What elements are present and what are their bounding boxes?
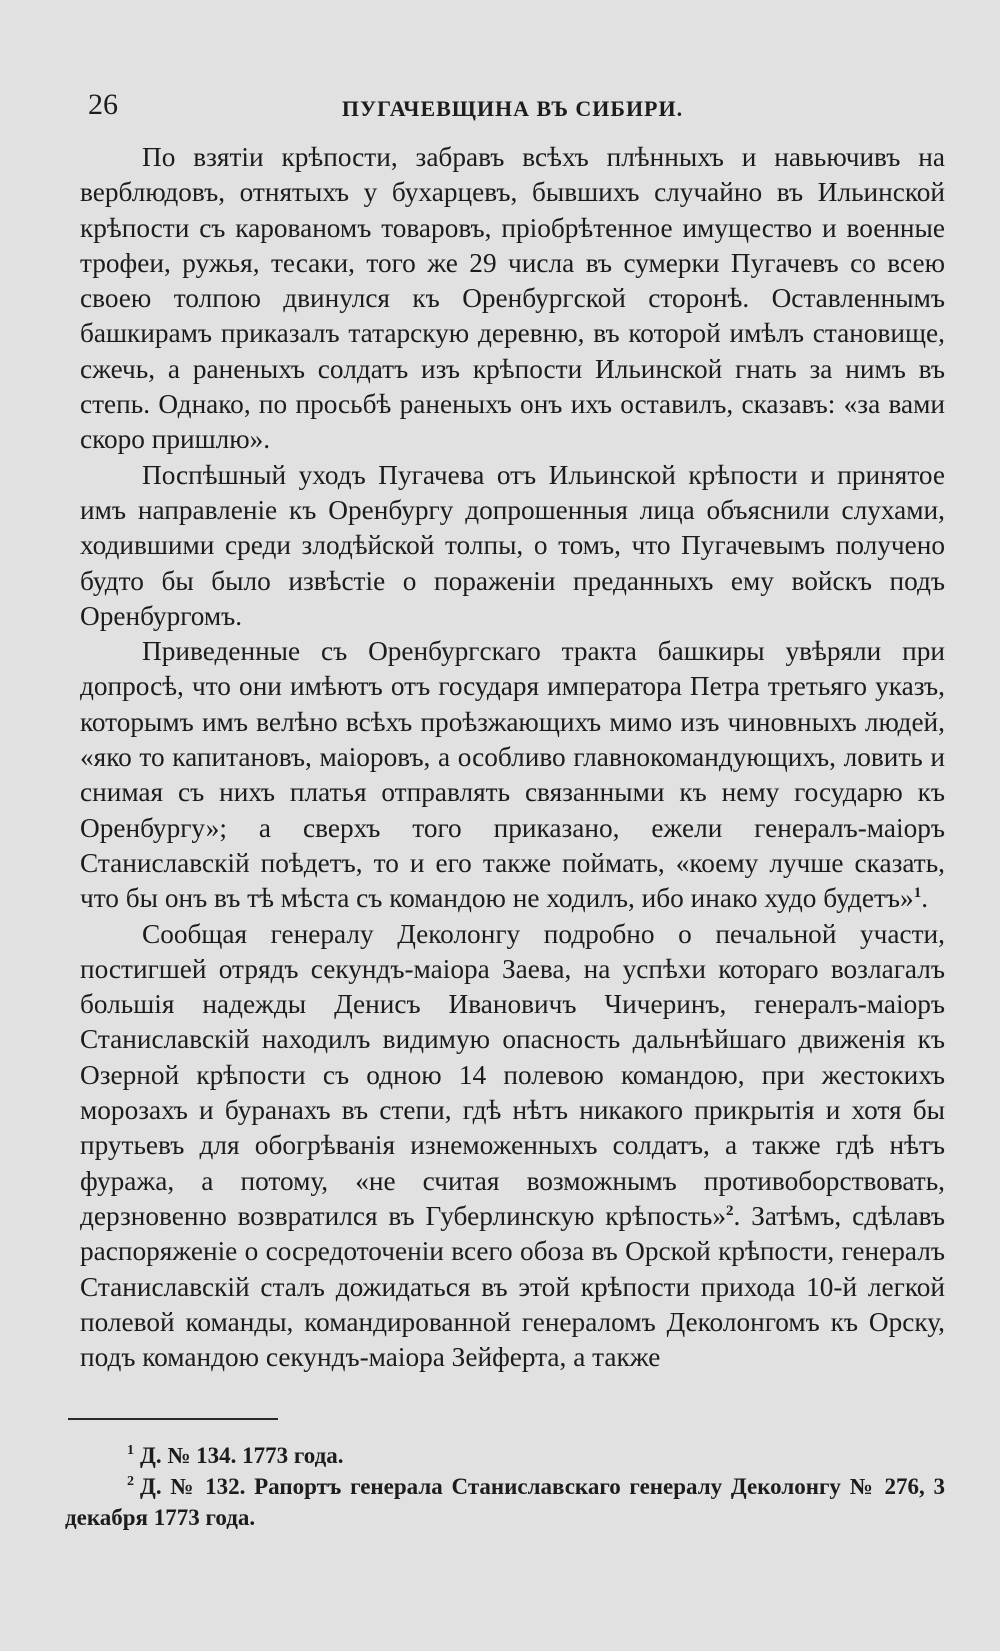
- page-header: [80, 88, 945, 128]
- paragraph-text: Сообщая генералу Деколонгу подробно о печальной участи, постигшей отрядъ секундъ-маіора Заева, на успѣхи котораго возлагалъ большія надежды Денисъ Ивановичъ Чичеринъ, генералъ-маіоръ Станиславскій находилъ видимую опасность дальнѣйшаго движенія къ Озерной крѣпости съ одною 14 полевою командою, при жестокихъ морозахъ и буранахъ въ степи, гдѣ нѣтъ никакого прикрытія и хотя бы прутьевъ для обогрѣванія изнеможенныхъ солдатъ, а также гдѣ нѣтъ фуража, а потому, «не считая возможнымъ противоборствовать, дерзновенно возвратился въ Губерлинскую крѣпость»: [80, 918, 945, 1231]
- footnote: [65, 1440, 945, 1471]
- paragraph-text: Поспѣшный уходъ Пугачева отъ Ильинской крѣпости и принятое имъ направленіе къ Оренбургу допрошенныя лица объяснили слухами, ходившими среди злодѣйской толпы, о томъ, что Пугачевымъ получено будто бы было извѣстіе о пораженіи преданныхъ ему войскъ подъ Оренбургомъ.: [80, 459, 945, 631]
- running-title: ПУГАЧЕВЩИНА ВЪ СИБИРИ.: [341, 96, 684, 121]
- footnote-reference: 1: [913, 885, 922, 902]
- footnote-divider: [68, 1418, 278, 1420]
- paragraph-text: .: [921, 883, 929, 914]
- footnotes: [65, 1440, 945, 1533]
- paragraph-text: По взятіи крѣпости, забравъ всѣхъ плѣнныхъ и навьючивъ на верблюдовъ, отнятыхъ у бухарцевъ, бывшихъ случайно въ Ильинской крѣпости съ карованомъ товаровъ, пріобрѣтенное имущество и военные трофеи, ружья, тесаки, того же 29 числа въ сумерки Пугачевъ со всею своею толпою двинулся къ Оренбургской сторонѣ. Оставленнымъ башкирамъ приказалъ татарскую деревню, въ которой имѣлъ становище, сжечь, а раненыхъ солдатъ изъ крѣпости Ильинской гнать за нимъ въ степь. Однако, по просьбѣ раненыхъ онъ ихъ оставилъ, сказавъ: «за вами скоро пришлю».: [80, 142, 945, 455]
- body-text: [80, 140, 945, 1375]
- paragraph: [80, 634, 945, 916]
- paragraph-text: Приведенные съ Оренбургскаго тракта башкиры увѣряли при допросѣ, что они имѣютъ отъ государя императора Петра третьяго указъ, которымъ имъ велѣно всѣхъ проѣзжающихъ мимо изъ чиновныхъ людей, «яко то капитановъ, маіоровъ, а особливо главнокомандующихъ, ловить и снимая съ нихъ платья отправлять связанными къ нему государю къ Оренбургу»; а сверхъ того приказано, ежели генералъ-маіоръ Станиславскій поѣдетъ, то и его также поймать, «коему лучше сказать, что бы онъ въ тѣ мѣста съ командою не ходилъ, ибо инако худо будетъ»: [80, 636, 945, 914]
- paragraph: [80, 917, 945, 1376]
- footnote-mark: 1: [127, 1443, 134, 1459]
- footnote-text: Д. № 134. 1773 года.: [140, 1443, 344, 1468]
- paragraph: [80, 458, 945, 634]
- footnote-text: Д. № 132. Рапортъ генерала Станиславскаго генералу Деколонгу № 276, 3 декабря 1773 года.: [65, 1474, 945, 1530]
- paragraph: [80, 140, 945, 458]
- footnote-mark: 2: [127, 1474, 134, 1490]
- footnote-reference: 2: [726, 1202, 734, 1219]
- paragraph-text: . Затѣмъ, сдѣлавъ распоряженіе о сосредоточеніи всего обоза въ Орской крѣпости, генералъ Станиславскій сталъ дожидаться въ этой крѣпости прихода 10-й легкой полевой команды, командированной генераломъ Деколонгомъ къ Орску, подъ командою секундъ-маіора Зейферта, а также: [80, 1200, 945, 1373]
- footnote: [65, 1471, 945, 1533]
- page-number: 26: [88, 88, 118, 121]
